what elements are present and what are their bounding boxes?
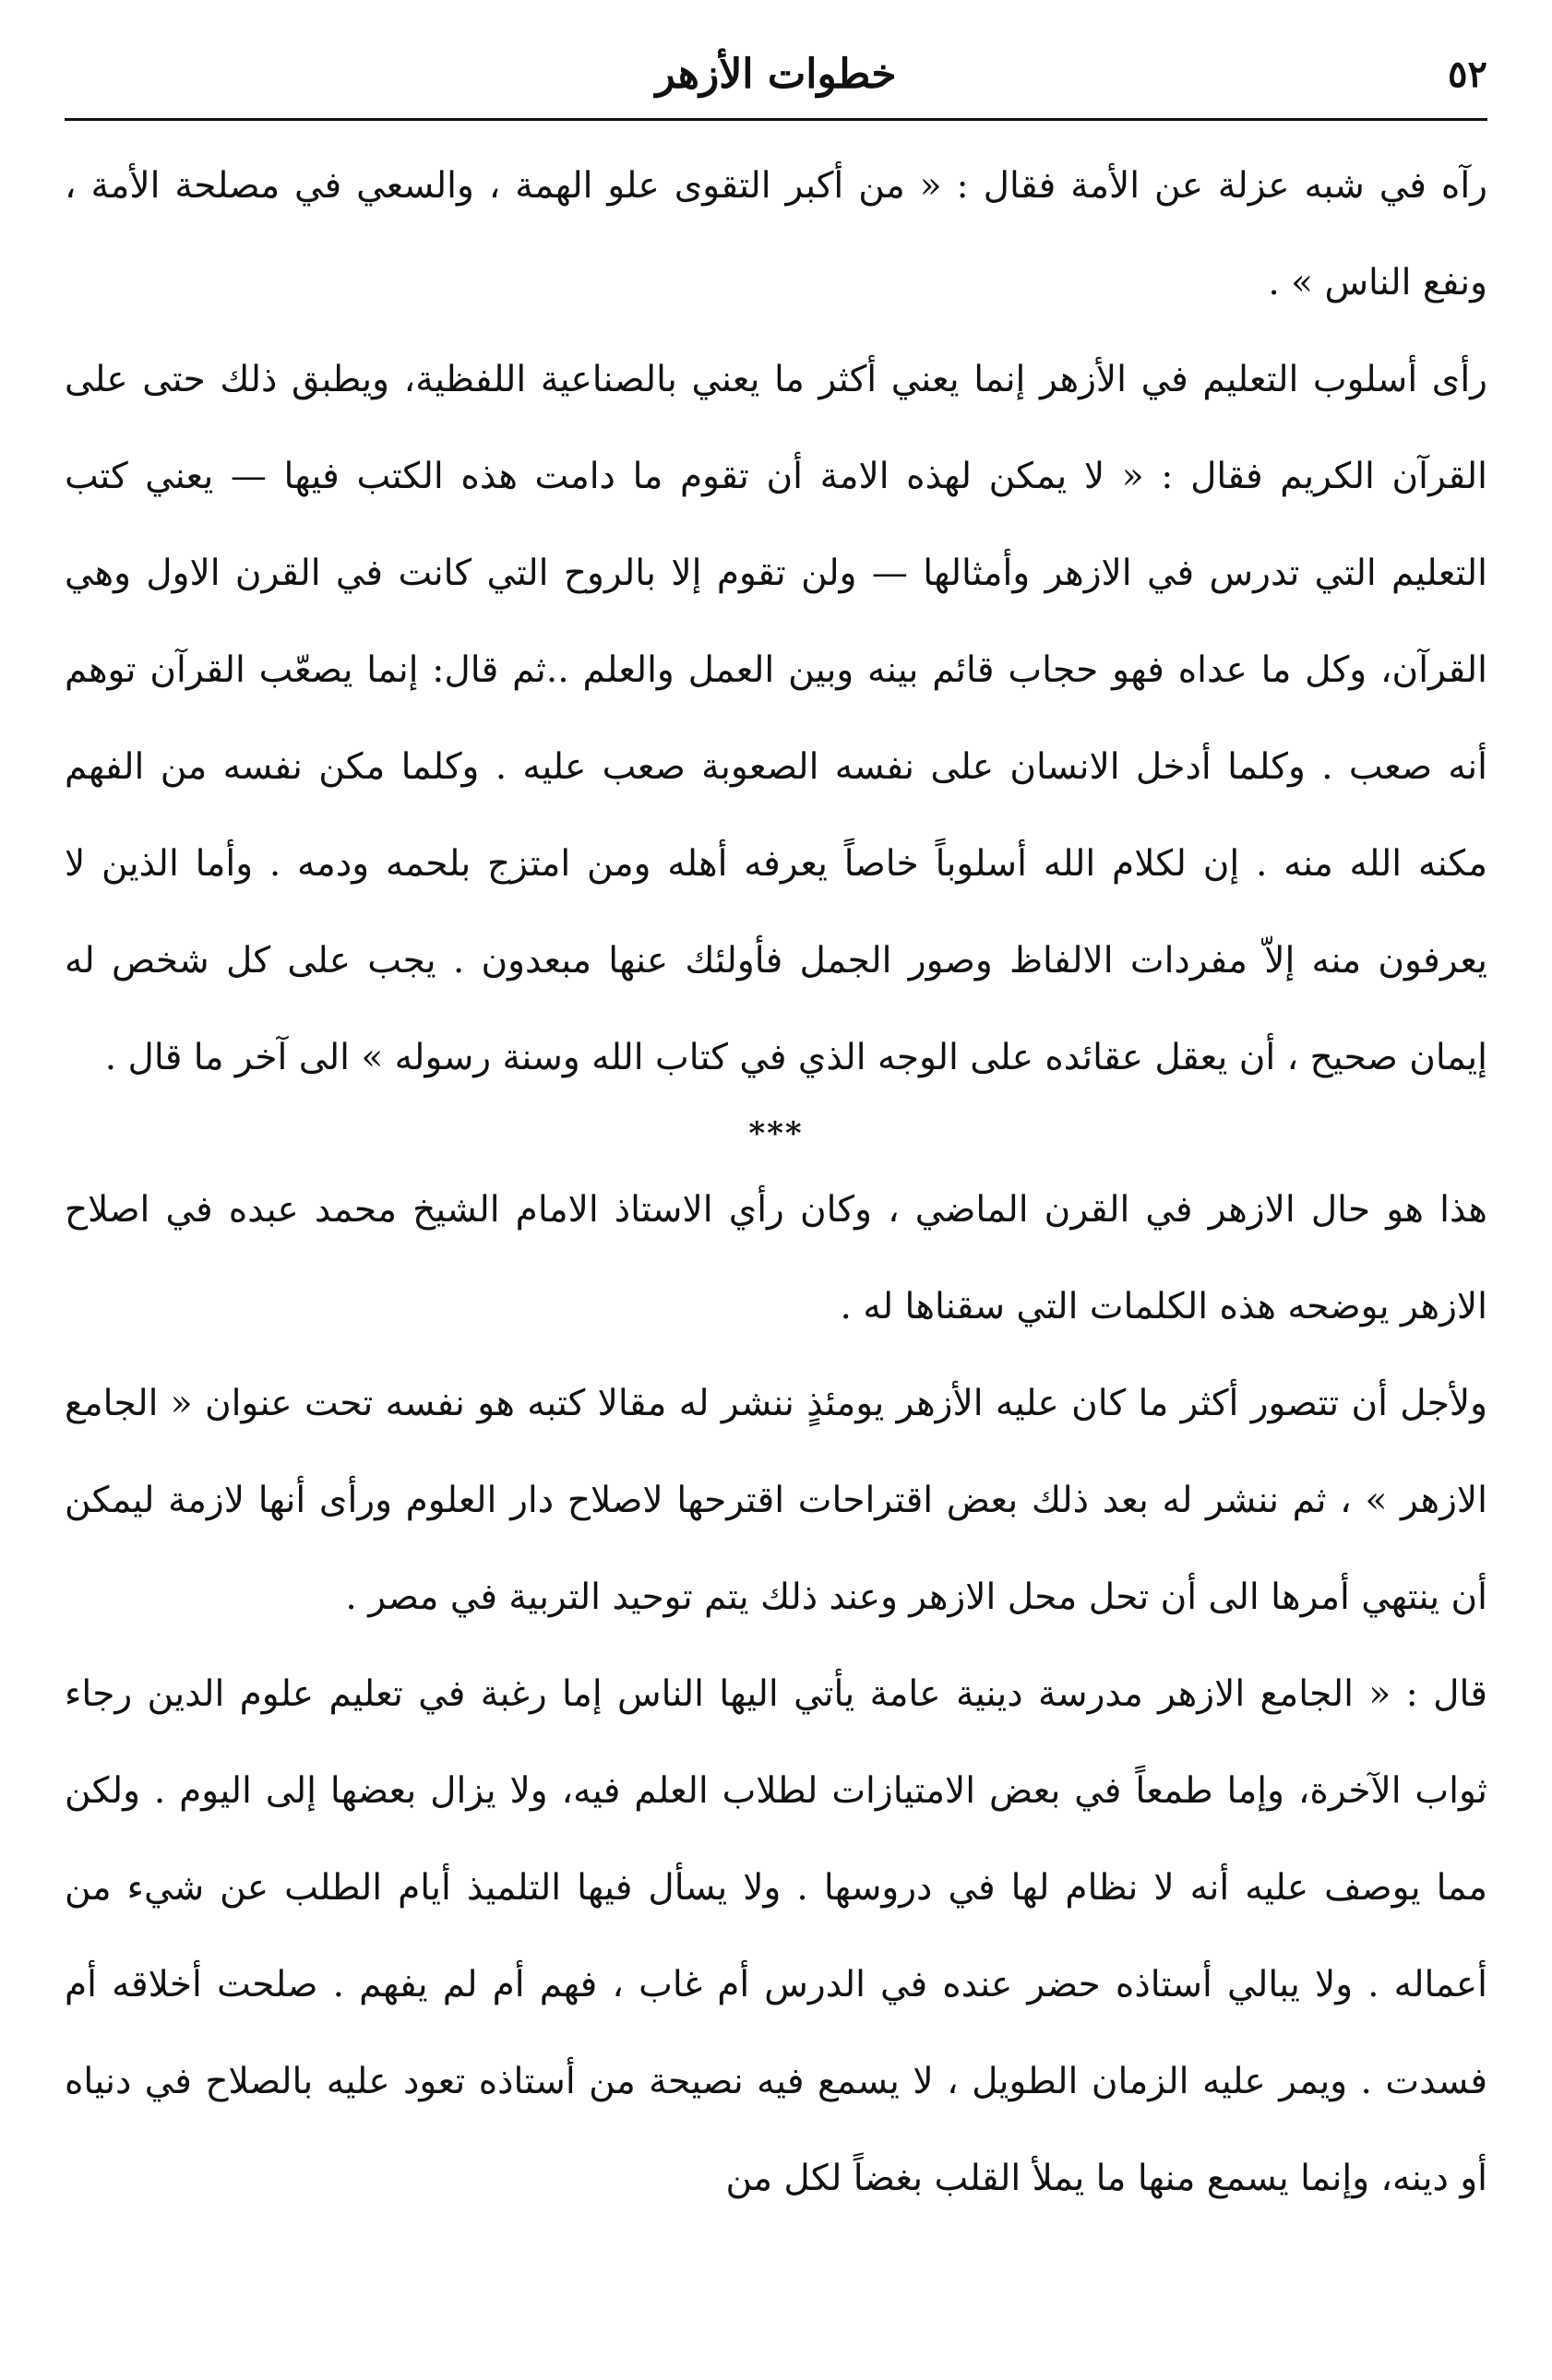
paragraph-article-text: قال : « الجامع الازهر مدرسة دينية عامة يأتي اليها الناس إما رغبة في تعليم علوم الدين رجاء ثواب الآخرة، وإما طمعاً في بعض الامتيازات لطلاب العلم فيه، ولا يزال بعضها إلى اليوم . ولكن مما يوصف عليه أنه لا نظام لها في دروسها . ولا يسأل فيها التلميذ أيام الطلب عن شيء من أعماله . ولا يبالي أستاذه حضر عنده في الدرس أم غاب ، فهم أم لم يفهم . صلحت أخلاقه أم فسدت . ويمر عليه الزمان الطويل ، لا يسمع فيه نصيحة من أستاذه تعود عليه بالصلاح في دنياه أو دينه، وإنما يسمع منها ما يملأ القلب بغضاً لكل من xyxy=(65,1673,1487,2199)
paragraph-quote-2: رأى أسلوب التعليم في الأزهر إنما يعني أكثر ما يعني بالصناعية اللفظية، ويطبق ذلك حتى على القرآن الكريم فقال : « لا يمكن لهذه الامة أن تقوم ما دامت هذه الكتب فيها — يعني كتب التعليم التي تدرس في الازهر وأمثالها — ولن تقوم إلا بالروح التي كانت في القرن الاول وهي القرآن، وكل ما عداه فهو حجاب قائم بينه وبين العمل والعلم ..ثم قال: إنما يصعّب القرآن توهم أنه صعب . وكلما أدخل الانسان على نفسه الصعوبة صعب عليه . وكلما مكن نفسه من الفهم مكنه الله منه . إن لكلام الله أسلوباً خاصاً يعرفه أهله ومن امتزج بلحمه ودمه . وأما الذين لا يعرفون منه إلاّ مفردات الالفاظ وصور الجمل فأولئك عنها مبعدون . يجب على كل شخص له إيمان صحيح ، أن يعقل عقائده على الوجه الذي في كتاب الله وسنة رسوله » الى آخر ما قال . xyxy=(65,359,1487,1078)
running-title: خطوات الأزهر xyxy=(655,51,897,98)
paragraph-article-intro: ولأجل أن تتصور أكثر ما كان عليه الأزهر يومئذٍ ننشر له مقالا كتبه هو نفسه تحت عنوان « الجامع الازهر » ، ثم ننشر له بعد ذلك بعض اقتراحات اقترحها لاصلاح دار العلوم ورأى أنها لازمة ليمكن أن ينتهي أمرها الى أن تحل محل الازهر وعند ذلك يتم توحيد التربية في مصر . xyxy=(65,1383,1487,1618)
header-rule xyxy=(65,118,1487,121)
book-page xyxy=(65,37,1487,2343)
body-text xyxy=(65,137,1487,2227)
paragraph-state-of-azhar: هذا هو حال الازهر في القرن الماضي ، وكان رأي الاستاذ الامام الشيخ محمد عبده في اصلاح الازهر يوضحه هذه الكلمات التي سقناها له . xyxy=(65,1189,1487,1327)
paragraph-quote-1: رآه في شبه عزلة عن الأمة فقال : « من أكبر التقوى علو الهمة ، والسعي في مصلحة الأمة ، ونفع الناس » . xyxy=(65,165,1487,303)
page-header xyxy=(65,37,1487,101)
page-number: ٥٢ xyxy=(1448,53,1487,96)
section-separator: *** xyxy=(748,1115,804,1152)
